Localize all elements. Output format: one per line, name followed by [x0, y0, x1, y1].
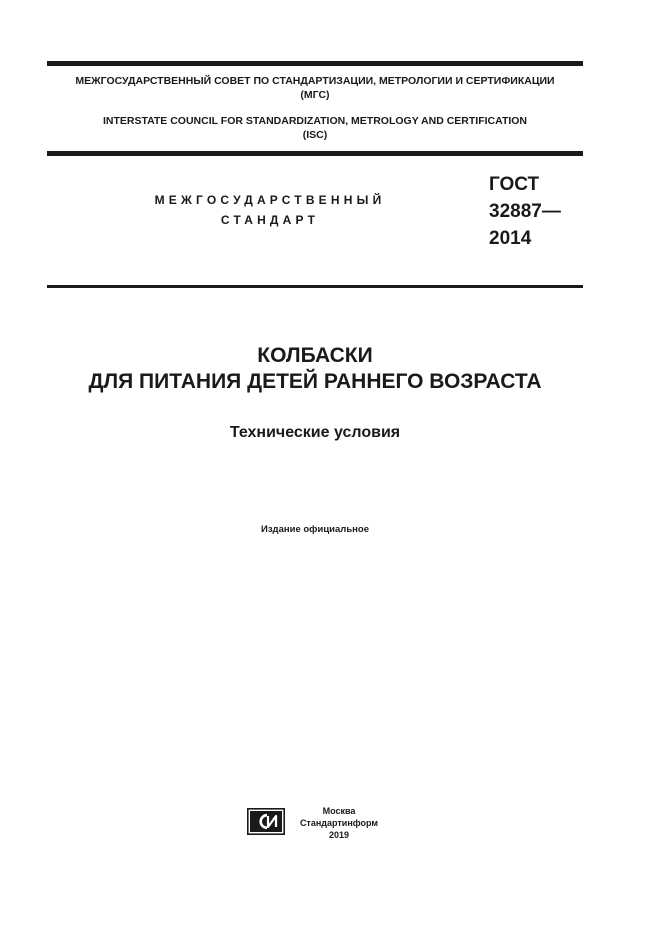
council-ru-abbr: (МГС) [300, 89, 330, 101]
middle-rule [47, 151, 583, 156]
gost-code-line2: 32887— [489, 201, 561, 222]
council-en-line1: INTERSTATE COUNCIL FOR STANDARDIZATION, METROLOGY AND CERTIFICATION [102, 115, 528, 127]
publisher-name: Стандартинформ [299, 818, 379, 828]
document-title [20, 343, 610, 395]
gost-code-line3: 2014 [489, 228, 532, 249]
council-en-abbr: (ISC) [302, 129, 328, 141]
gost-code-line1: ГОСТ [489, 174, 540, 195]
standard-kind-line2: СТАНДАРТ [220, 213, 320, 227]
publisher-city: Москва [322, 806, 356, 816]
title-line2: ДЛЯ ПИТАНИЯ ДЕТЕЙ РАННЕГО ВОЗРАСТА [88, 370, 542, 393]
edition-label: Издание официальное [261, 524, 369, 535]
council-name-ru [47, 74, 583, 102]
council-ru-line1: МЕЖГОСУДАРСТВЕННЫЙ СОВЕТ ПО СТАНДАРТИЗАЦИИ, МЕТРОЛОГИИ И СЕРТИФИКАЦИИ [75, 75, 555, 87]
council-name-en [47, 114, 583, 142]
standard-kind-line1: МЕЖГОСУДАРСТВЕННЫЙ [154, 193, 386, 207]
publisher-block [291, 805, 387, 841]
publisher-year: 2019 [328, 830, 350, 840]
top-rule [47, 61, 583, 66]
standartinform-logo-icon [247, 808, 285, 835]
standard-kind [120, 190, 420, 230]
document-subtitle: Технические условия [229, 424, 401, 441]
gost-code [489, 171, 584, 252]
title-line1: КОЛБАСКИ [257, 344, 373, 367]
bottom-rule [47, 285, 583, 288]
